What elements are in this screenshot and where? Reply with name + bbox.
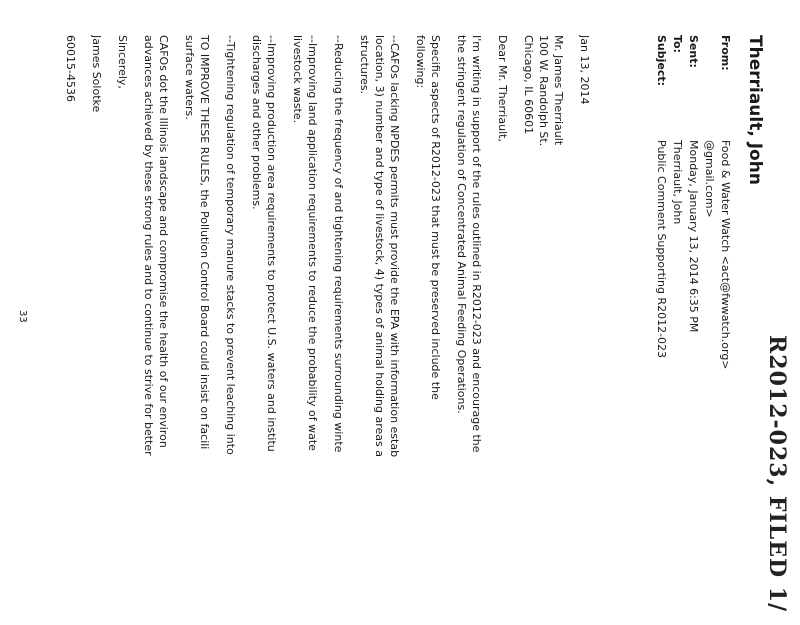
from-value-continued: @gmail.com> (703, 140, 716, 218)
salutation: Dear Mr. Therriault, (496, 35, 509, 142)
intro-line: the stringent regulation of Concentrated Animal Feeding Operations. (455, 35, 468, 414)
subject-value: Public Comment Supporting R2012-023 (655, 140, 668, 359)
sent-label: Sent: (687, 35, 700, 68)
intro-paragraph (454, 35, 484, 615)
sent-row (685, 35, 701, 615)
specific-line: Specific aspects of R2012-023 that must be preserved include the (429, 35, 442, 400)
filing-stamp: R2012-023, FILED 1/ (764, 335, 790, 613)
list-item-line: --Tightening regulation of temporary manure stacks to prevent leaching into (224, 35, 237, 455)
subject-label: Subject: (655, 35, 668, 87)
page-number: 33 (17, 310, 28, 323)
from-row-continued (701, 35, 717, 615)
list-item-line: location, 3) number and type of livestock, 4) types of animal holding areas a (373, 35, 386, 457)
intro-line: I'm writing in support of the rules outlined in R2012-023 and encourage the (470, 35, 483, 453)
list-item-npdes (357, 35, 402, 615)
email-header (653, 35, 733, 615)
list-item-line: --CAFOs lacking NPDES permits must provide the EPA with information estab (388, 35, 401, 458)
sent-value: Monday, January 13, 2014 6:35 PM (687, 140, 700, 333)
list-item-land-application (290, 35, 320, 615)
list-item-production-area (249, 35, 279, 615)
list-item-line: --Improving production area requirements to protect U.S. waters and institu (265, 35, 278, 452)
improve-line: TO IMPROVE THESE RULES, the Pollution Control Board could insist on facili (198, 35, 211, 450)
address-line: Chicago, IL 60601 (522, 35, 535, 135)
to-label: To: (671, 35, 684, 53)
from-row (717, 35, 733, 615)
from-label: From: (719, 35, 732, 71)
list-item-line: livestock waste. (291, 35, 304, 124)
list-item-line: --Reducing the frequency of and tightening requirements surrounding winte (332, 35, 345, 453)
address-line: Mr. James Therriault (552, 35, 565, 146)
list-item-line: structures. (358, 35, 371, 95)
sender-name-heading: Therriault, John (745, 35, 765, 185)
letter-date: Jan 13, 2014 (578, 35, 591, 105)
improve-paragraph (182, 35, 212, 615)
cafo-line: CAFOs dot the Illinois landscape and compromise the health of our environ (157, 35, 170, 448)
signature-zip: 60015-4536 (64, 35, 77, 102)
recipient-address (521, 35, 566, 615)
subject-row (653, 35, 669, 615)
cafo-line: advances achieved by these strong rules and to continue to strive for better (142, 35, 155, 456)
to-value: Therriault, John (671, 140, 684, 225)
letter-body (52, 35, 592, 615)
list-item-manure-stacks (223, 35, 238, 615)
specific-aspects-paragraph (413, 35, 443, 615)
to-row (669, 35, 685, 615)
closing: Sincerely, (116, 35, 129, 89)
address-line: 100 W. Randolph St. (537, 35, 550, 147)
list-item-line: discharges and other problems. (250, 35, 263, 210)
improve-line: surface waters. (183, 35, 196, 120)
signature-name: James Solotke (90, 35, 103, 113)
from-value: Food & Water Watch <act@fwwatch.org> (719, 140, 732, 370)
list-item-winter (331, 35, 346, 615)
list-item-line: --Improving land application requirements to reduce the probability of wate (306, 35, 319, 451)
cafo-paragraph (141, 35, 171, 615)
specific-line: following: (414, 35, 427, 89)
